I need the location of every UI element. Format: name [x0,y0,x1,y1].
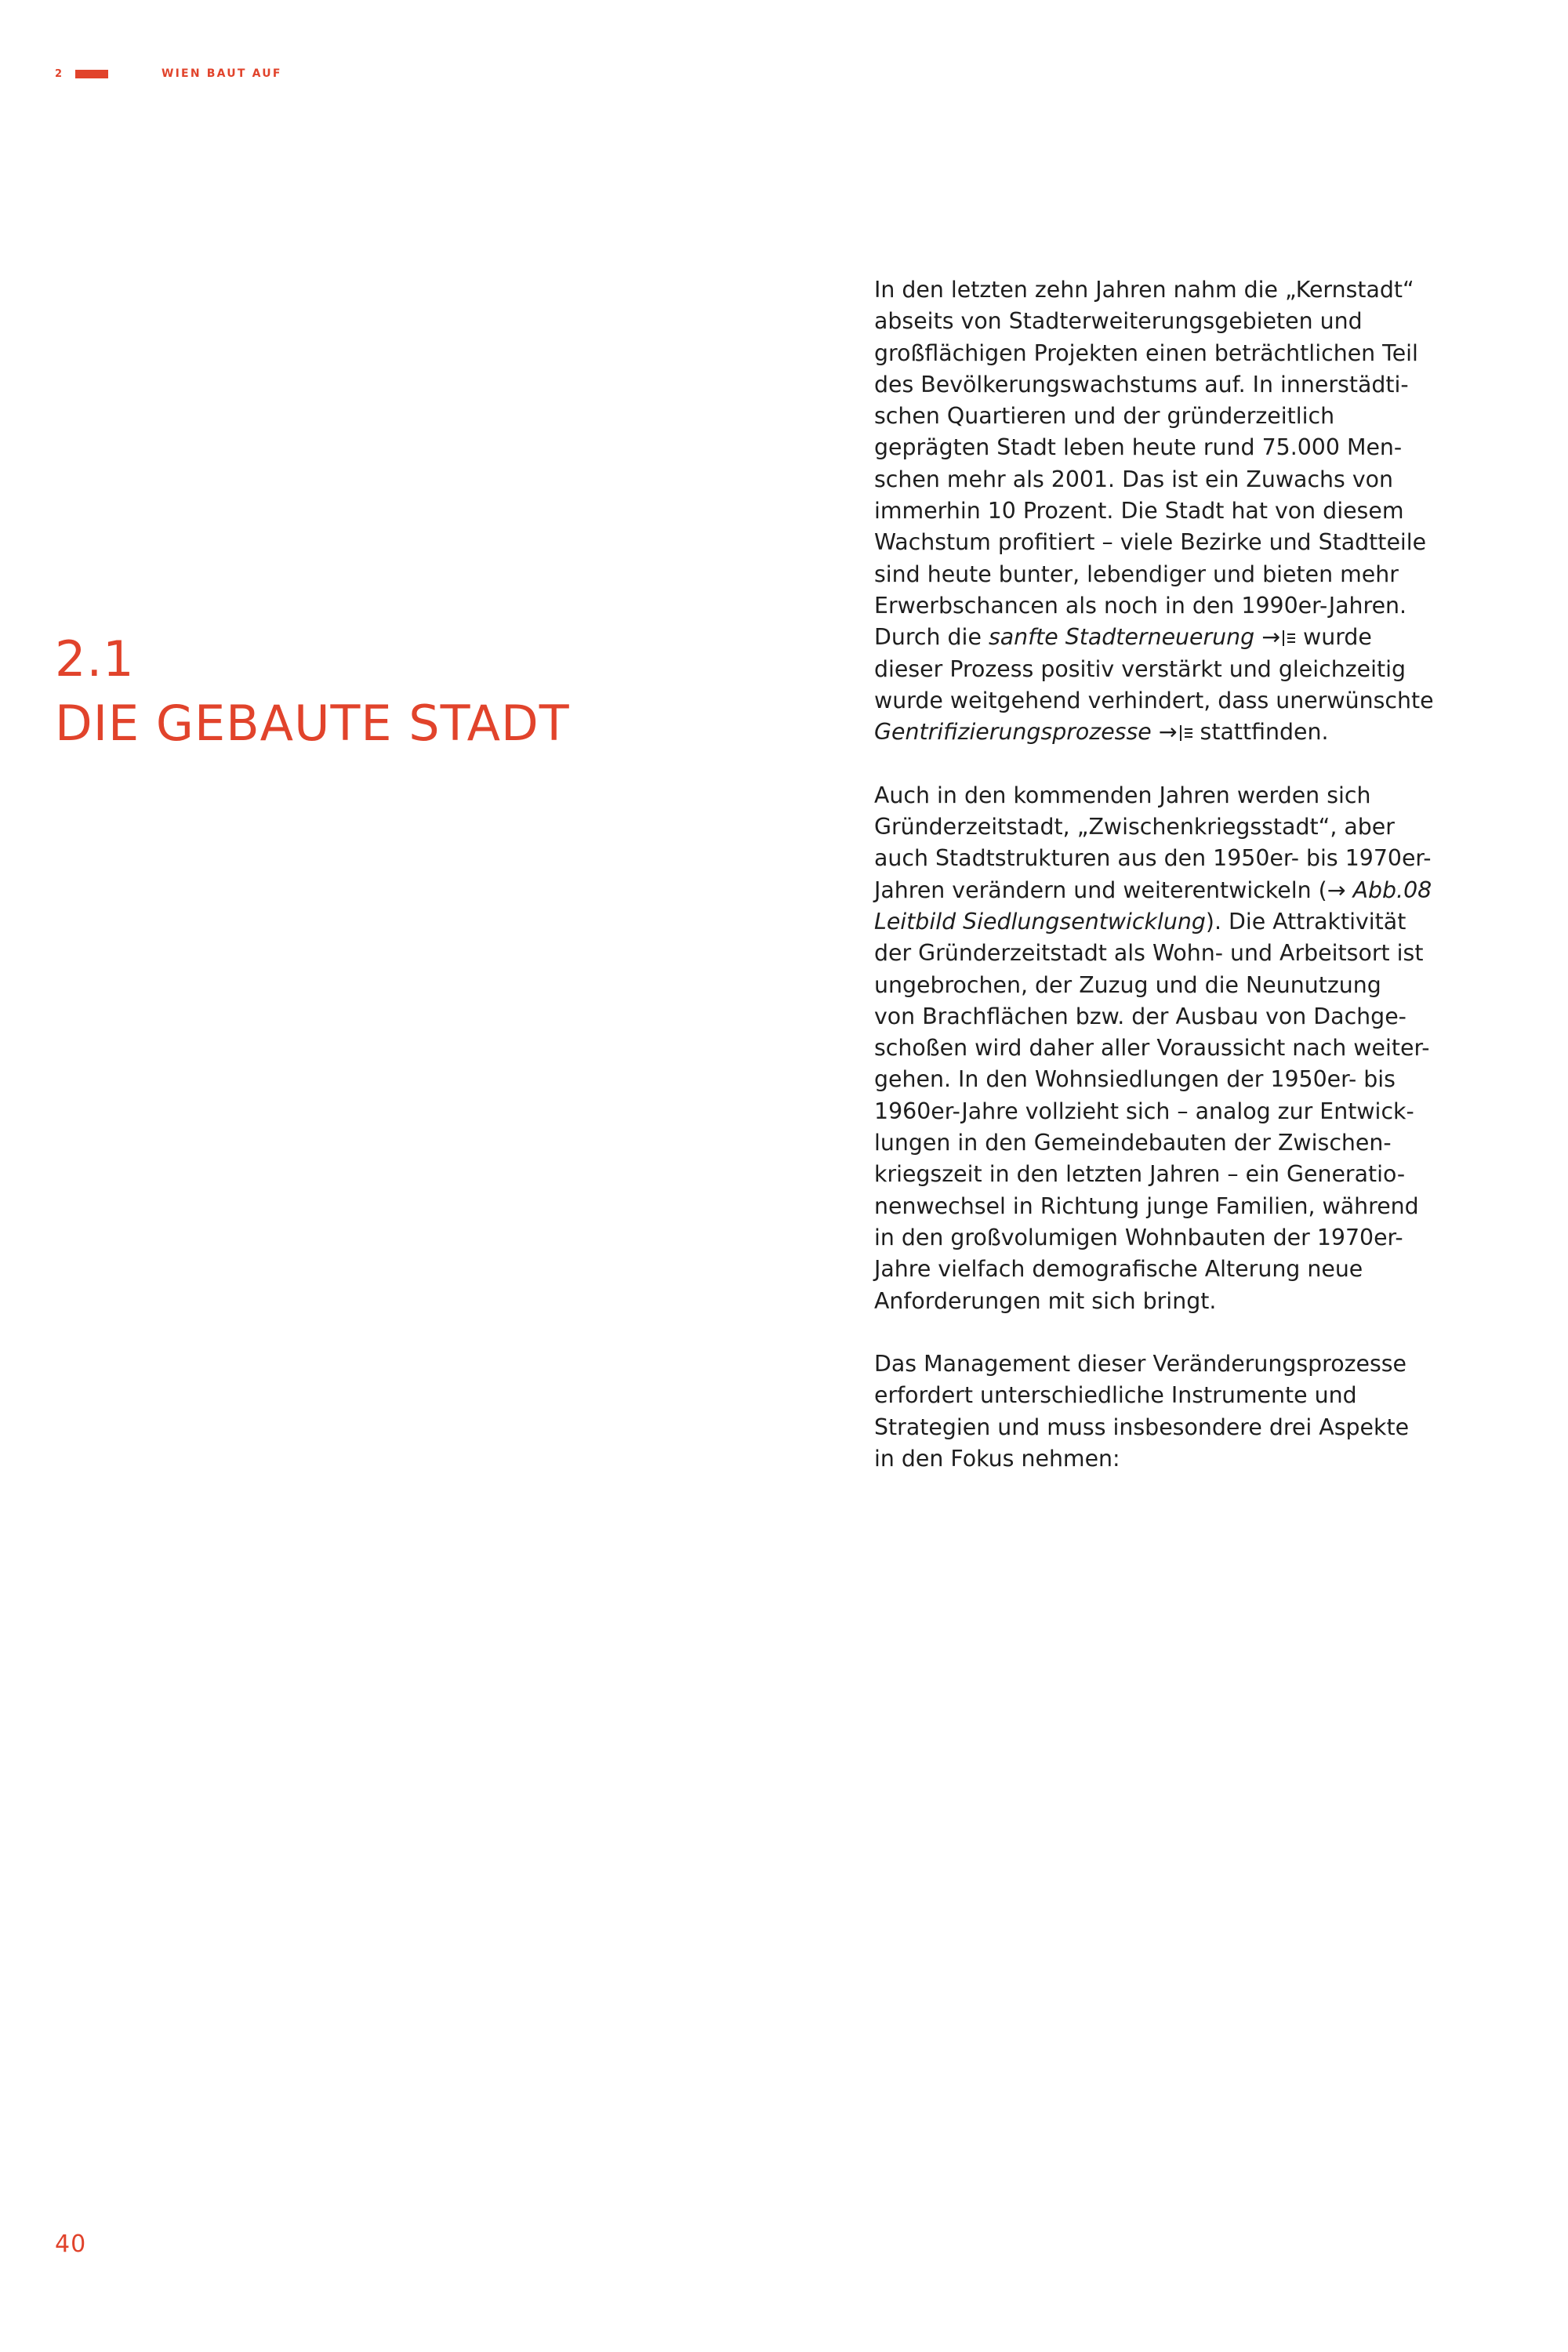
paragraph-3 [874,1348,1439,1475]
paragraph-2 [874,780,1439,1317]
text-line: schen Quartieren und der gründerzeitlich [874,403,1335,430]
text-line: sind heute bunter, lebendiger und bieten mehr [874,561,1399,587]
text-line: Erwerbschancen als noch in den 1990er-Jahren. [874,592,1407,619]
text-line [874,622,1439,653]
page-number: 40 [55,2230,87,2258]
text-line [874,906,1439,938]
running-header [55,66,282,82]
text-line: In den letzten zehn Jahren nahm die „Kernstadt“ [874,277,1414,303]
text-line: des Bevölkerungswachstums auf. In innerstädti- [874,371,1409,397]
text-run: stattfinden. [1200,719,1329,746]
text-run: Durch die [874,624,989,651]
text-line: abseits von Stadterweiterungsgebieten und [874,308,1363,335]
text-line: nenwechsel in Richtung junge Familien, während [874,1192,1419,1219]
section-number: 2.1 [55,630,135,688]
chapter-number: 2 [55,67,64,80]
text-run: ). Die Attraktivität [1205,908,1406,935]
text-line: immerhin 10 Prozent. Die Stadt hat von diesem [874,498,1404,524]
text-line: kriegszeit in den letzten Jahren – ein Generatio- [874,1161,1406,1188]
text-line: auch Stadtstrukturen aus den 1950er- bis 1970er- [874,845,1432,872]
figure-reference[interactable]: Abb.08 [1352,877,1432,903]
chapter-accent-bar [75,70,108,78]
text-line: großflächigen Projekten einen beträchtlichen Teil [874,339,1418,366]
glossary-term-sanfte-stadterneuerung[interactable]: sanfte Stadterneuerung [988,624,1255,651]
text-line: geprägten Stadt leben heute rund 75.000 Men- [874,434,1403,461]
text-line: schoßen wird daher aller Voraussicht nach weiter- [874,1035,1430,1062]
glossary-reference-icon[interactable] [1180,725,1196,741]
body-text [874,274,1439,1507]
text-line: dieser Prozess positiv verstärkt und gleichzeitig [874,655,1406,682]
text-line: in den Fokus nehmen: [874,1445,1120,1472]
paragraph-1 [874,274,1439,748]
text-line: Anforderungen mit sich bringt. [874,1287,1217,1314]
text-run: Jahren verändern und weiterentwickeln (→ [874,877,1353,903]
section-heading [55,627,570,756]
text-line [874,875,1439,906]
text-line [874,717,1439,748]
text-line: erfordert unterschiedliche Instrumente und [874,1382,1357,1409]
glossary-term-gentrifizierungsprozesse[interactable]: Gentrifizierungsprozesse [874,719,1152,746]
text-line: in den großvolumigen Wohnbauten der 1970er- [874,1224,1403,1250]
text-line: lungen in den Gemeindebauten der Zwischen- [874,1130,1392,1156]
text-line: schen mehr als 2001. Das ist ein Zuwachs von [874,466,1394,492]
text-line: 1960er-Jahre vollzieht sich – analog zur Entwick- [874,1098,1414,1124]
figure-reference-title[interactable]: Leitbild Siedlungsentwicklung [874,908,1206,935]
text-line: gehen. In den Wohnsiedlungen der 1950er- bis [874,1066,1396,1093]
text-line: Strategien und muss insbesondere drei Aspekte [874,1414,1410,1440]
glossary-reference-icon[interactable] [1283,630,1298,646]
text-line: Gründerzeitstadt, „Zwischenkriegsstadt“, aber [874,814,1395,840]
text-line: ungebrochen, der Zuzug und die Neunutzung [874,971,1381,998]
text-line: Auch in den kommenden Jahren werden sich [874,782,1371,808]
text-line: der Gründerzeitstadt als Wohn- und Arbeitsort ist [874,940,1424,967]
chapter-title: WIEN BAUT AUF [162,67,282,80]
text-line: Wachstum profitiert – viele Bezirke und Stadtteile [874,529,1427,556]
text-line: von Brachflächen bzw. der Ausbau von Dachge- [874,1003,1406,1029]
section-title: DIE GEBAUTE STADT [55,695,570,752]
text-line: Das Management dieser Veränderungsprozesse [874,1351,1407,1377]
arrow-symbol: → [1254,624,1281,651]
text-line: Jahre vielfach demografische Alterung neue [874,1256,1363,1283]
text-line: wurde weitgehend verhindert, dass unerwünschte [874,687,1434,713]
arrow-symbol: → [1151,719,1178,746]
text-run: wurde [1303,624,1372,651]
